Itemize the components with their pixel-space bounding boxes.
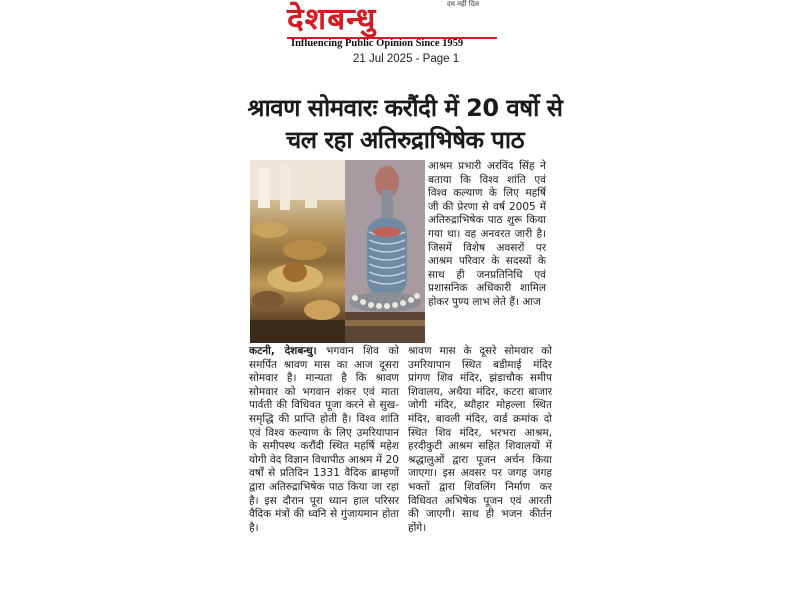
article-headline: श्रावण सोमवारः करौंदी में 20 वर्षो से चल रहा अतिरुद्राभिषेक पाठ	[247, 94, 563, 154]
photo-shivling	[345, 160, 425, 343]
masthead-slogan: दम नहीं दिल	[447, 0, 480, 8]
photo-ritual-offerings	[250, 160, 345, 343]
masthead-tagline: Influencing Public Opinion Since 1959	[291, 38, 464, 49]
edition-dateline: 21 Jul 2025 - Page 1	[353, 53, 460, 65]
article-dateline: कटनी, देशबन्धु।	[249, 345, 317, 357]
article-body-left	[249, 345, 399, 535]
newspaper-logo: देशबन्धु	[287, 2, 377, 37]
article-body-right-top: आश्रम प्रभारी अरविंद सिंह ने बताया कि विश्व शांति एवं विश्व कल्याण के लिए महर्षि जी की प्रेरणा से वर्ष 2005 में अतिरुद्राभिषेक पाठ शुरू किया गया था। वह अनवरत जारी है। जिसमें विशेष अवसरों पर आश्रम परिवार के सदस्यों के साथ ही जनप्रतिनिधि एवं प्रशासनिक अधिकारी शामिल होकर पुण्य लाभ लेते हैं। आज	[428, 160, 546, 308]
article-body-right-bottom: श्रावण मास के दूसरे सोमवार को उमरियापान स्थित बडीमाई मंदिर प्रांगण शिव मंदिर, झंडाचौक समीप शिवालय, अथैया मंदिर, कटरा बाजार जोगी मंदिर, ब्यौहार मोहल्ला स्थित मंदिर, बावली मंदिर, वार्ड क्रमांक दो स्थित शिव मंदिर, भरभरा आश्रम, हरदीकुटी आश्रम सहित शिवालयों में श्रद्धालुओं द्वारा पूजन अर्चन किया जाएगा। इस अवसर पर जगह जगह भक्तों द्वारा शिवलिंग निर्माण कर विधिवत अभिषेक पूजन एवं आरती की जाएगी। साथ ही भजन कीर्तन होंगे।	[408, 345, 552, 534]
article-text-left: भगवान शिव को समर्पित श्रावण मास का आज दूसरा सोमवार है। मान्यता है कि श्रावण सोमवार को भगवान शंकर एवं माता पार्वती की विधिवत पूजा करने से सुख-समृद्धि की प्राप्ति होती है। विश्व शांति एवं विश्व कल्याण के लिए उमरियापान के समीपस्थ करौंदी स्थित महर्षि महेश योगी वेद विज्ञान विधापीठ आश्रम में 20 वर्षों से प्रतिदिन 1331 वैदिक ब्राम्हणों द्वारा अतिरुद्राभिषेक पाठ किया जा रहा है। इस दौरान पूरा ध्यान हाल परिसर वैदिक मंत्रों की ध्वनि से गुंजायमान होता है।	[249, 345, 399, 534]
